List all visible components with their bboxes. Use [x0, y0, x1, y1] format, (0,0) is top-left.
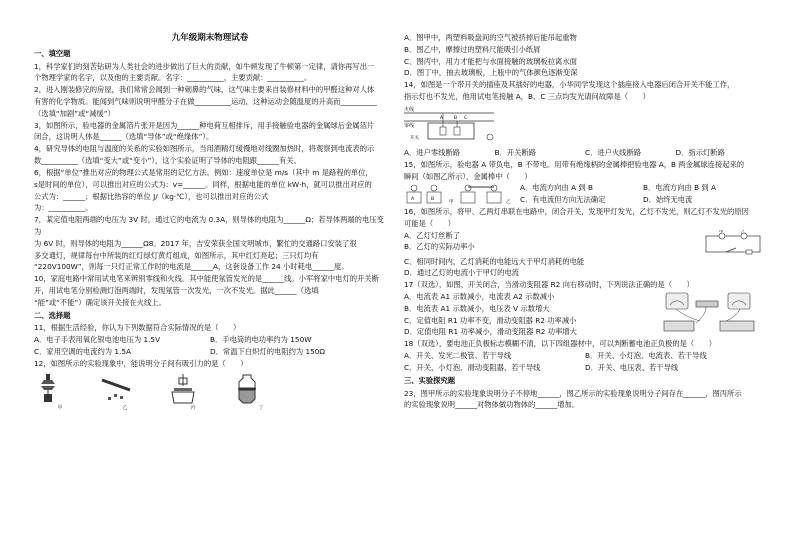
question-10: 10，家庭电路中常用试电笔来辨别零线和火线。其中能使氖管发光的是______线。小军将家中电灯的开关断 开，用试电笔分别检测灯泡两端时，发现氖管一次发光，一次不发光。据此______（选填 “能”或“不能”）确定该开关接在火线上。: [34, 274, 379, 307]
fig14-label-c: C: [464, 115, 468, 121]
figure-ding-label: 丁: [258, 404, 264, 411]
q11-option-c: C．家用空调的电流约为 1.5A: [34, 347, 131, 357]
q11-option-a: A．电子手表用氧化银电池电压为 1.5V: [34, 335, 161, 345]
q12-option-a: A．图甲中，两塑料吸盘间的空气被挤掉后能吊起重物: [404, 33, 577, 42]
question-14-options: [404, 147, 766, 159]
question-11: 11，根据生活经验，你认为下列数据符合实际情况的是（ ） A．电子手表用氧化银电池电压为 1.5V B．手电筒的电功率约为 150W C．家用空调的电流约为 1.5A D．常温下白炽灯的电阻约为 150Ω: [34, 322, 386, 357]
question-12: 12，如图所示的实验现象中，能说明分子间有吸引力的是（ ）: [34, 358, 248, 368]
question-17: 17（双选），如图，开关闭合，当滑动变阻器 R2 向右移动时，下列说法正确的是（ ）: [404, 280, 694, 290]
figure-jia-label: 甲: [57, 404, 63, 411]
fig15-label-b: B: [431, 197, 435, 203]
question-15: 15，如图所示，验电器 A 带负电，B 不带电。用带有绝缘柄的金属棒把验电器 A，B 两金属球连接起来的 瞬间（如图乙所示），金属棒中（ ）: [404, 159, 745, 181]
question-7: 7，某定值电阻两端的电压为 3V 时，通过它的电流为 0.3A，则导体的电阻为______Ω；若导体两端的电压变为 为 6V 时，则导体的电阻为______Ω8。2017 年，吉安荣获全国文明城市，繁忙的交通路口安装了很 多交通灯，规律每台中所装的红灯绿灯黄灯组成，如图所示，其中红灯亮起；三只灯均有 “220V100W”，则每一只灯正常工作时的电流是______A，这套设备工作 24 小时耗电______度。: [34, 215, 384, 272]
question-6: 6，根据“单位”推出对应的物理公式是常用的记忆方法。例如：速度单位是 m/s（其中 m 是路程的单位， s是时间的单位），可以推出对应的公式为：v=______。同样，根据电能的单位 kW·h，就可以推出对应的 公式为：______；根据比热容的单位 J/（kg·℃），也可以推出对应的公式 为：__________。: [34, 167, 373, 213]
q11-option-d: D．常温下白炽灯的电阻约为 150Ω: [210, 347, 326, 357]
q14-option-b: B．开关断路: [494, 147, 536, 157]
q16-option-b: B．乙灯的实际功率小: [404, 242, 475, 252]
question-1: 1，科学家们的刻苦钻研为人类社会的进步做出了巨大的贡献，如牛顿发现了牛顿第一定律，请你再写出一 个物理学家的名字，以及他的主要贡献。名字：__________，主要贡献：__________。: [34, 61, 375, 83]
q12-option-d: D．图丁中，抽去玻璃板，上瓶中的气体颜色逐渐变深: [404, 68, 578, 78]
question-17-block: [404, 279, 766, 338]
fig14-label-a: A: [440, 115, 444, 121]
electroscope-diagram: [404, 183, 514, 205]
fig15-label-yi: 乙: [506, 200, 511, 206]
question-4: 4，研究导体的电阻与温度的关系的实验如图所示，当用酒精灯缓慢地对线圈加热时，将观察到电流表的示 数__________（选填“变大”或“变小”），这个实验证明了导体的电阻跟______有关。: [34, 144, 375, 166]
q15-option-a: A．电流方向由 A 到 B: [520, 183, 594, 193]
q17-option-c: C．定值电阻 R1 功率不变，滑动变阻器 R2 功率减小: [404, 315, 577, 325]
q12-option-b: B．图乙中，摩擦过的塑料尺能吸引小纸屑: [404, 44, 541, 54]
question-16: 16，如图所示，将甲、乙两灯串联在电路中，闭合开关，发现甲灯发光，乙灯不发光，则乙灯不发光的原因 可能是（ ）: [404, 206, 749, 228]
figure-yi-label: 乙: [122, 404, 128, 411]
question-18: 18（双选），要电池正负极标志模糊不清，以下四组器材中，可以判断蓄电池正负极的是（ ） A．开关、发光二极管、若干导线 B．开关、小灯泡、电流表、若干导线 C．开关、小灯泡、滑动变阻器、若干导线 D．开关、电压表、若干导线: [404, 338, 766, 373]
fig14-label-live: 火线: [404, 106, 415, 113]
left-column: [34, 32, 386, 412]
fig15-label-a: A: [411, 197, 415, 203]
q18-option-b: B．开关、小灯泡、电流表、若干导线: [585, 351, 707, 361]
q15-option-d: D．始终无电流: [643, 195, 693, 205]
paper-title: 九年级期末物理试卷: [171, 33, 249, 43]
suction-cups-illustration: [38, 374, 58, 404]
fig14-label-switch: 开关: [410, 135, 419, 141]
meters-circuit-illustration: [656, 291, 766, 337]
glass-plate-illustration: [168, 374, 198, 404]
question-16-block: [404, 206, 766, 279]
q15-option-b: B．电流方向由 B 到 A: [643, 183, 717, 193]
q14-option-a: A．进户零线断路: [404, 147, 461, 157]
q15-option-c: C．有电流但方向无法确定: [520, 195, 606, 205]
fig15-label-jia: 甲: [449, 200, 454, 206]
q12-option-c: C．图丙中，用力才能把与水面接触的玻璃板拉离水面: [404, 56, 577, 66]
fig16-label-yi: 乙: [741, 229, 746, 235]
q17-option-a: A．电流表 A1 示数减小，电流表 A2 示数减小: [404, 292, 555, 301]
fig14-label-neutral: 零线: [404, 122, 415, 129]
q12-figures: [34, 374, 386, 412]
right-column: [404, 32, 766, 411]
q16-option-c: C．相同时间内，乙灯消耗的电能远大于甲灯消耗的电能: [404, 256, 585, 266]
figure-bing: [168, 374, 218, 412]
question-23: 23，图甲所示的实验现象说明分子不停地______，图乙所示的实验现象说明分子间存在______，图丙所示 的实验现象说明______对物体做功物体的______增加。: [404, 388, 742, 410]
q18-option-c: C．开关、小灯泡、滑动变阻器、若干导线: [404, 362, 541, 372]
ruler-paper-illustration: [100, 374, 134, 404]
q17-option-b: B．电流表 A1 示数减小，电压表 V 示数增大: [404, 303, 550, 313]
q11-option-b: B．手电筒的电功率约为 150W: [210, 335, 312, 345]
socket-circuit-diagram: [404, 105, 496, 145]
fig16-label-jia: 甲: [719, 229, 724, 235]
q14-option-c: C．进户火线断路: [585, 147, 642, 157]
figure-bing-label: 丙: [190, 404, 196, 411]
question-12-options: [404, 32, 766, 79]
figure-ding: [236, 374, 286, 412]
q15-row: [404, 182, 766, 206]
section-choice: 二、选择题: [34, 310, 71, 320]
fig14-label-b: B: [454, 115, 458, 121]
q14-option-d: D．指示灯断路: [675, 147, 725, 157]
q14-figure: [404, 105, 766, 145]
series-lamps-diagram: [702, 230, 766, 256]
question-14: 14，如图是一个带开关的插座及其插好的电器，小华同学发现这个插座接入电器后闭合开关不能工作， 指示灯也不发光，他用试电笔接触 A，B、C 三点均发光请问故障是（ ）: [404, 80, 735, 102]
q16-option-d: D．通过乙灯的电流小于甲灯的电流: [404, 268, 520, 278]
gas-bottles-illustration: [236, 374, 258, 404]
figure-yi: [100, 374, 150, 412]
section-experiment: 三、实验探究题: [404, 375, 456, 385]
q16-option-a: A．乙灯灯丝断了: [404, 230, 461, 240]
q17-option-d: D．定值电阻 R1 功率减小，滑动变阻器 R2 功率增大: [404, 327, 577, 337]
question-3: 3，如图所示，验电器的金属箔片张开是因为______种电荷互相排斥，用手接触验电器的金属球后金属箔片 闭合，这说明人体是______（选填“导体”或“绝缘体”）。: [34, 120, 375, 142]
question-2: 2，进入刚装修完的房屋，我们常常会闻到一种刺鼻的气味，这气味主要来自装修材料中的甲醛这种对人体 有害的化学物质。能闻到气味则说明甲醛分子在做__________运动，这种运动会随温度的升高而__________ （选填“加剧”或“减缓”）: [34, 85, 377, 118]
q18-option-d: D．开关、电压表、若干导线: [585, 362, 679, 372]
section-fill-in: 一、填空题: [34, 48, 71, 58]
figure-jia: [38, 374, 82, 412]
q18-option-a: A．开关、发光二极管、若干导线: [404, 351, 512, 361]
